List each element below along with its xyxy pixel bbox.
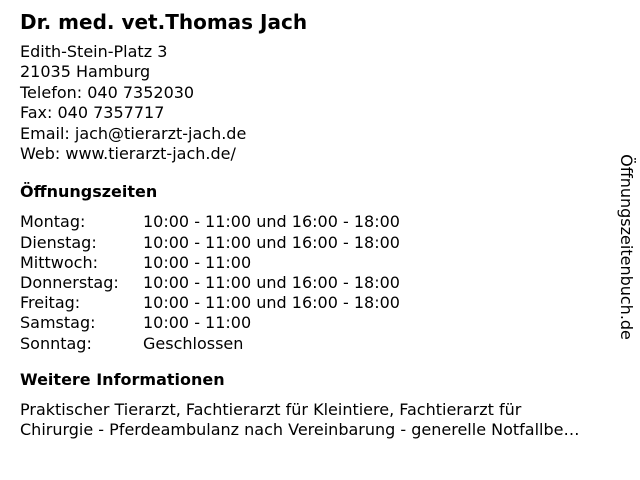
hours-time: 10:00 - 11:00 xyxy=(143,313,252,333)
hours-day: Montag: xyxy=(20,212,86,232)
contact-block xyxy=(20,42,620,164)
hours-day: Samstag: xyxy=(20,313,96,333)
info-text xyxy=(20,400,628,441)
hours-heading: Öffnungszeiten xyxy=(20,182,158,202)
hours-time: 10:00 - 11:00 und 16:00 - 18:00 xyxy=(143,293,400,313)
hours-time: 10:00 - 11:00 und 16:00 - 18:00 xyxy=(143,232,400,252)
hours-day: Sonntag: xyxy=(20,333,92,353)
hours-row-sunday xyxy=(20,334,620,354)
phone-line: Telefon: 040 7352030 xyxy=(20,82,195,102)
hours-row-monday xyxy=(20,212,620,232)
source-label: Öffnungszeitenbuch.de xyxy=(617,154,636,340)
info-line-2: Chirurgie - Pferdeambulanz nach Vereinbarung - generelle Notfallbe… xyxy=(20,420,580,440)
hours-time: 10:00 - 11:00 und 16:00 - 18:00 xyxy=(143,273,400,293)
email-line: Email: jach@tierarzt-jach.de xyxy=(20,123,247,143)
hours-row-thursday xyxy=(20,273,620,293)
hours-day: Mittwoch: xyxy=(20,252,98,272)
hours-time: 10:00 - 11:00 und 16:00 - 18:00 xyxy=(143,212,400,232)
address-street: Edith-Stein-Platz 3 xyxy=(20,42,168,61)
business-name: Dr. med. vet.Thomas Jach xyxy=(20,10,308,34)
business-card xyxy=(20,10,620,441)
fax-line: Fax: 040 7357717 xyxy=(20,103,165,123)
hours-row-wednesday xyxy=(20,253,620,273)
hours-time: Geschlossen xyxy=(143,333,244,353)
hours-row-tuesday xyxy=(20,233,620,253)
hours-day: Donnerstag: xyxy=(20,273,119,293)
web-line: Web: www.tierarzt-jach.de/ xyxy=(20,144,236,164)
hours-row-friday xyxy=(20,293,620,313)
info-line-1: Praktischer Tierarzt, Fachtierarzt für Kleintiere, Fachtierarzt für xyxy=(20,399,522,419)
hours-day: Dienstag: xyxy=(20,232,97,252)
hours-time: 10:00 - 11:00 xyxy=(143,252,252,272)
address-city: 21035 Hamburg xyxy=(20,62,151,82)
info-heading: Weitere Informationen xyxy=(20,369,225,389)
hours-row-saturday xyxy=(20,313,620,333)
hours-day: Freitag: xyxy=(20,293,81,313)
hours-table xyxy=(20,212,620,353)
